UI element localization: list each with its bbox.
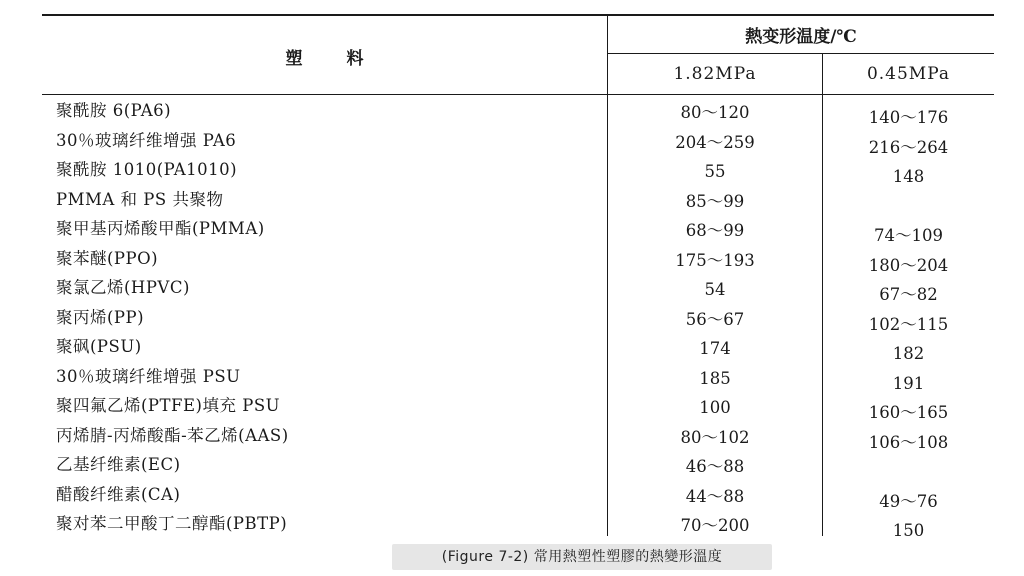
row-value-0-45mpa: 148 <box>892 167 925 186</box>
row-plastic-name: 30％玻璃纤维增强 PSU <box>56 366 241 386</box>
row-plastic-name: 聚砜(PSU) <box>56 337 142 356</box>
table-row <box>42 189 994 219</box>
row-plastic-name: 聚对苯二甲酸丁二醇酯(PBTP) <box>56 514 288 533</box>
row-value-0-45mpa: 49～76 <box>879 491 938 511</box>
table-row <box>42 336 994 366</box>
row-value-0-45mpa: 160～165 <box>868 403 949 422</box>
header-col-1-82mpa: 1.82MPa <box>673 64 757 84</box>
row-value-0-45mpa: 67～82 <box>879 285 938 304</box>
row-value-1-82mpa: 56～67 <box>685 309 745 329</box>
table-row <box>42 218 994 248</box>
row-plastic-name: 聚氯乙烯(HPVC) <box>56 278 190 297</box>
table-row <box>42 130 994 160</box>
header-plastic: 塑料 <box>285 49 408 69</box>
table-row <box>42 159 994 189</box>
row-value-0-45mpa: 74～109 <box>874 226 943 245</box>
row-value-0-45mpa: 216～264 <box>868 137 949 157</box>
header-heat-distortion-temp: 熱变形温度/℃ <box>745 27 857 47</box>
row-plastic-name: 聚四氟乙烯(PTFE)填充 PSU <box>56 396 281 415</box>
row-value-0-45mpa: 150 <box>892 521 925 540</box>
table-row <box>42 395 994 425</box>
table-row <box>42 425 994 455</box>
row-value-1-82mpa: 68～99 <box>685 221 745 240</box>
row-value-1-82mpa: 174 <box>699 339 731 358</box>
row-value-1-82mpa: 185 <box>699 368 731 388</box>
header-sub-rule <box>607 53 994 54</box>
row-plastic-name: 丙烯腈-丙烯酸酯-苯乙烯(AAS) <box>56 425 289 445</box>
row-value-0-45mpa: 102～115 <box>868 314 949 334</box>
row-value-1-82mpa: 46～88 <box>685 457 745 476</box>
row-value-0-45mpa: 180～204 <box>868 255 949 275</box>
table-row <box>42 277 994 307</box>
table-row <box>42 454 994 484</box>
row-plastic-name: 30％玻璃纤维增强 PA6 <box>56 130 237 150</box>
row-value-0-45mpa: 182 <box>892 344 925 363</box>
row-value-1-82mpa: 55 <box>704 162 726 181</box>
row-plastic-name: 聚酰胺 1010(PA1010) <box>56 160 238 179</box>
table-top-rule <box>42 14 994 16</box>
row-value-1-82mpa: 175～193 <box>675 250 755 270</box>
row-value-1-82mpa: 80～102 <box>680 427 750 447</box>
row-value-1-82mpa: 54 <box>704 280 726 299</box>
row-plastic-name: 聚酰胺 6(PA6) <box>56 101 172 120</box>
row-plastic-name: 乙基纤维素(EC) <box>56 455 181 474</box>
row-plastic-name: PMMA 和 PS 共聚物 <box>56 189 224 209</box>
row-plastic-name: 醋酸纤维素(CA) <box>56 484 181 504</box>
table-row <box>42 366 994 396</box>
row-value-1-82mpa: 70～200 <box>680 516 750 535</box>
row-value-0-45mpa: 106～108 <box>868 432 949 452</box>
row-value-1-82mpa: 100 <box>699 398 731 417</box>
row-value-1-82mpa: 44～88 <box>685 486 745 506</box>
row-value-1-82mpa: 85～99 <box>685 191 745 211</box>
table-row <box>42 307 994 337</box>
heat-distortion-table <box>42 14 994 540</box>
table-row <box>42 484 994 514</box>
row-value-0-45mpa: 191 <box>892 373 925 393</box>
table-row <box>42 513 994 543</box>
row-plastic-name: 聚丙烯(PP) <box>56 307 145 327</box>
row-value-1-82mpa: 204～259 <box>675 132 755 152</box>
header-bottom-rule <box>42 94 994 95</box>
table-body <box>42 100 994 543</box>
table-row <box>42 100 994 130</box>
figure-caption: (Figure 7-2) 常用熱塑性塑膠的熱變形溫度 <box>392 544 772 570</box>
table-row <box>42 248 994 278</box>
row-value-1-82mpa: 80～120 <box>680 103 750 122</box>
row-plastic-name: 聚甲基丙烯酸甲酯(PMMA) <box>56 219 265 238</box>
header-col-0-45mpa: 0.45MPa <box>866 64 951 84</box>
row-value-0-45mpa: 140～176 <box>868 108 949 127</box>
row-plastic-name: 聚苯醚(PPO) <box>56 248 159 268</box>
